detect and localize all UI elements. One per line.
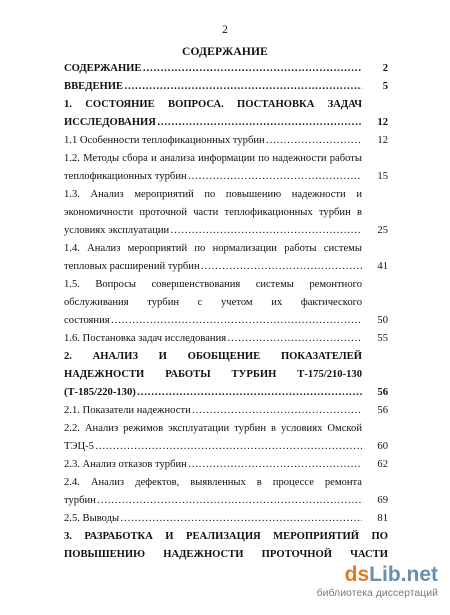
- toc-entry-line: [64, 456, 388, 474]
- toc-leader-dots: [143, 60, 363, 78]
- toc-leader-dots: [157, 114, 362, 132]
- toc-leader-dots: [188, 168, 362, 186]
- toc-entry-line: 1.2. Методы сбора и анализа информации по надежности работы: [64, 153, 362, 164]
- watermark-logo-prefix: ds: [344, 563, 370, 586]
- toc-page-number: 56: [377, 405, 388, 416]
- watermark-subtitle: библиотека диссертаций: [316, 587, 438, 599]
- toc-page-number: 69: [377, 495, 388, 506]
- toc-leader-dots: [188, 456, 362, 474]
- toc-entry-line: [64, 78, 388, 96]
- toc-leader-dots: [124, 78, 362, 96]
- watermark-logo: [317, 564, 438, 586]
- toc-entry-line: [64, 132, 388, 150]
- toc-entry-line: [64, 168, 388, 186]
- toc-entry-text: (Т-185/220-130): [64, 387, 136, 398]
- toc-entry-line: НАДЕЖНОСТИ РАБОТЫ ТУРБИН Т-175/210-130: [64, 369, 362, 380]
- toc-entry-text: 2.5. Выводы: [64, 513, 120, 524]
- toc-leader-dots: [97, 492, 362, 510]
- toc-page-number: 41: [377, 261, 388, 272]
- toc-entry-line: 2. АНАЛИЗ И ОБОБЩЕНИЕ ПОКАЗАТЕЛЕЙ: [64, 351, 362, 362]
- toc-entry-line: 1.3. Анализ мероприятий по повышению надежности и: [64, 189, 362, 200]
- toc-leader-dots: [192, 402, 362, 420]
- toc-page-number: 50: [377, 315, 388, 326]
- page-number: 2: [222, 24, 228, 36]
- toc-page-number: 55: [377, 333, 388, 344]
- watermark: [317, 564, 438, 599]
- toc-title: СОДЕРЖАНИЕ: [181, 46, 269, 58]
- toc-entry-line: 1.4. Анализ мероприятий по нормализации работы системы: [64, 243, 362, 254]
- toc-entry-text: теплофикационных турбин: [64, 171, 187, 182]
- toc-leader-dots: [137, 384, 362, 402]
- toc-entry-text: условиях эксплуатации: [64, 225, 170, 236]
- toc-entry-line: ПОВЫШЕНИЮ НАДЕЖНОСТИ ПРОТОЧНОЙ ЧАСТИ: [64, 549, 388, 560]
- toc-entry-text: состояния: [64, 315, 110, 326]
- toc-entry-line: 2.2. Анализ режимов эксплуатации турбин в условиях Омской: [64, 423, 362, 434]
- toc-page-number: 12: [377, 117, 388, 128]
- toc-page-number: 15: [377, 171, 388, 182]
- toc-entry-line: обслуживания турбин с учетом их фактического: [64, 297, 362, 308]
- toc-leader-dots: [227, 330, 362, 348]
- toc-leader-dots: [111, 312, 362, 330]
- toc-entry-line: 2.4. Анализ дефектов, выявленных в процессе ремонта: [64, 477, 362, 488]
- toc-entry-text: 1.6. Постановка задач исследования: [64, 333, 227, 344]
- toc-page-number: 56: [377, 387, 388, 398]
- toc-entry-text: ВВЕДЕНИЕ: [64, 81, 124, 92]
- toc-entry-line: [64, 222, 388, 240]
- toc-entry-line: 1. СОСТОЯНИЕ ВОПРОСА. ПОСТАНОВКА ЗАДАЧ: [64, 99, 362, 110]
- toc-page-number: 12: [377, 135, 388, 146]
- toc-page-number: 60: [377, 441, 388, 452]
- toc-page-number: 2: [382, 63, 388, 74]
- toc-entry-line: [64, 384, 388, 402]
- watermark-logo-suffix: Lib.net: [369, 563, 438, 586]
- toc-page-number: 81: [377, 513, 388, 524]
- toc-entry-line: экономичности проточной части теплофикационных турбин в: [64, 207, 362, 218]
- toc-entry-line: [64, 312, 388, 330]
- toc-leader-dots: [95, 438, 362, 456]
- toc-entry-line: 3. РАЗРАБОТКА И РЕАЛИЗАЦИЯ МЕРОПРИЯТИЙ ПО: [64, 531, 388, 542]
- toc-entry-line: [64, 60, 388, 78]
- toc-entry-text: ИССЛЕДОВАНИЯ: [64, 117, 156, 128]
- toc-entry-line: [64, 330, 388, 348]
- toc-entry-line: [64, 114, 388, 132]
- toc-entry-text: ТЭЦ-5: [64, 441, 94, 452]
- toc-entry-line: [64, 258, 388, 276]
- table-of-contents: [64, 60, 388, 564]
- toc-leader-dots: [120, 510, 362, 528]
- toc-entry-text: 1.1 Особенности теплофикационных турбин: [64, 135, 265, 146]
- toc-leader-dots: [266, 132, 362, 150]
- toc-entry-line: [64, 510, 388, 528]
- toc-entry-text: турбин: [64, 495, 96, 506]
- toc-entry-line: [64, 402, 388, 420]
- toc-entry-line: [64, 438, 388, 456]
- toc-entry-text: 2.1. Показатели надежности: [64, 405, 191, 416]
- toc-entry-text: тепловых расширений турбин: [64, 261, 200, 272]
- toc-leader-dots: [170, 222, 362, 240]
- toc-page-number: 62: [377, 459, 388, 470]
- toc-entry-line: 1.5. Вопросы совершенствования системы ремонтного: [64, 279, 362, 290]
- toc-leader-dots: [201, 258, 362, 276]
- toc-page-number: 25: [377, 225, 388, 236]
- toc-page-number: 5: [382, 81, 388, 92]
- toc-entry-text: 2.3. Анализ отказов турбин: [64, 459, 187, 470]
- toc-entry-text: СОДЕРЖАНИЕ: [64, 63, 142, 74]
- toc-entry-line: [64, 492, 388, 510]
